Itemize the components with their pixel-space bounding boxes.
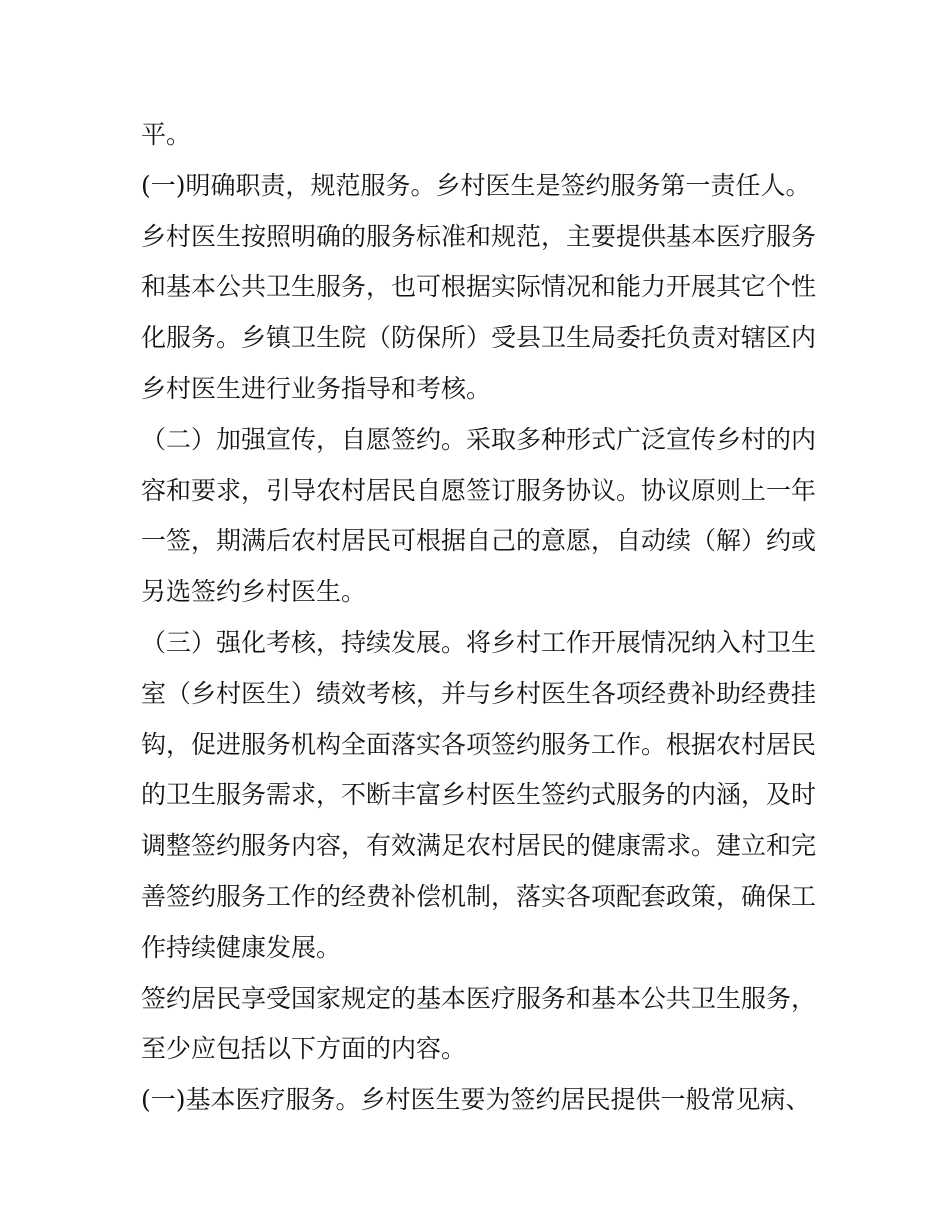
- text-line: 和基本公共卫生服务，也可根据实际情况和能力开展其它个性: [141, 272, 817, 302]
- text-line: 化服务。乡镇卫生院（防保所）受县卫生局委托负责对辖区内: [141, 323, 817, 353]
- text-line: 室（乡村医生）绩效考核，并与乡村医生各项经费补助经费挂: [141, 678, 817, 708]
- text-line: 容和要求，引导农村居民自愿签订服务协议。协议原则上一年: [141, 475, 817, 505]
- text-line: 作持续健康发展。: [141, 932, 342, 962]
- text-line: 的卫生服务需求，不断丰富乡村医生签约式服务的内涵，及时: [141, 780, 817, 810]
- text-line: 善签约服务工作的经费补偿机制，落实各项配套政策，确保工: [141, 881, 817, 911]
- text-line: 乡村医生按照明确的服务标准和规范，主要提供基本医疗服务: [141, 221, 817, 251]
- text-line: 钩，促进服务机构全面落实各项签约服务工作。根据农村居民: [141, 729, 817, 759]
- text-line: （三）强化考核，持续发展。将乡村工作开展情况纳入村卫生: [141, 627, 817, 657]
- text-line: 平。: [141, 120, 192, 149]
- text-line: （二）加强宣传，自愿签约。采取多种形式广泛宣传乡村的内: [141, 424, 817, 454]
- text-line: 至少应包括以下方面的内容。: [141, 1034, 467, 1064]
- text-line: 一签，期满后农村居民可根据自己的意愿，自动续（解）约或: [141, 526, 817, 556]
- text-line: 乡村医生进行业务指导和考核。: [141, 373, 492, 403]
- document-body: [141, 110, 817, 1126]
- text-line: (一)明确职责，规范服务。乡村医生是签约服务第一责任人。: [141, 170, 811, 200]
- text-line: 签约居民享受国家规定的基本医疗服务和基本公共卫生服务，: [141, 983, 817, 1013]
- text-line: 调整签约服务内容，有效满足农村居民的健康需求。建立和完: [141, 831, 817, 861]
- text-line: (一)基本医疗服务。乡村医生要为签约居民提供一般常见病、: [141, 1085, 811, 1115]
- text-line: 另选签约乡村医生。: [141, 577, 367, 607]
